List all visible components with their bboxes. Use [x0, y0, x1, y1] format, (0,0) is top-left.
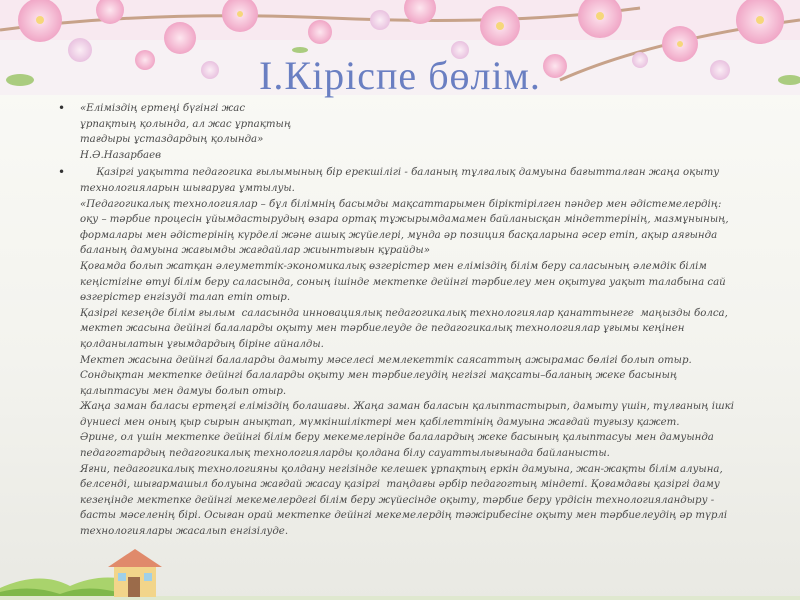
- main-text: Қазіргі уақытта педагогика ғылымының бір ерекшілігі - баланың тұлғалық дамуына бағытталған жаңа оқыту технологияларын шығаруға ұмтылуы. «Педагогикалық технологиялар – бұл білімнің басымды мақсаттарымен біріктірілген пәндер мен әдістемелердің: оқу – тәрбие процесін ұйымдастырудың өзара ортақ тұжырымдамамен байланысқан міндеттерінің, мазмұнының, формалары мен әдістерінің күрделі және ашық жүйелері, мұнда әр позиция басқаларына әсер етіп, ақыр аяғында баланың дамуына жағымды жағдайлар жиынтығын құрайды» Қоғамда болып жатқан әлеуметтік-экономикалық өзгерістер мен еліміздің білім беру саласының әлемдік білім кеңістігіне өтуі білім беру саласында, соның ішінде мектепке дейінгі тәрбиелеу мен оқытуға уақыт талабына сай өзгерістер енгізуді талап етіп отыр. Қазіргі кезеңде білім ғылым саласында инновациялық педагогикалық технологиялар қанаттынеге маңызды болса, мектеп жасына дейінгі балаларды оқыту мен тәрбиелеуде де педагогикалық технологиялар ұғымы кеңінен қолданылатын ұғымдардың біріне айналды. Мектеп жасына дейінгі балаларды дамыту мәселесі мемлекеттік саясаттың ажырамас бөлігі болып отыр. Сондықтан мектепке дейінгі балаларды оқыту мен тәрбиелеудің негізгі мақсаты–баланың жеке басының қалыптасуы мен дамуы болып отыр. Жаңа заман баласы ертеңгі еліміздің болашағы. Жаңа заман баласын қалыптастырып, дамыту үшін, тұлғаның ішкі дүниесі мен оның қыр сырын анықтап, мүмкіншіліктері мен қабілеттінің дамуына жағдай туғызу қажет. Әрине, ол үшін мектепке дейінгі білім беру мекемелерінде балалардың жеке басының қалыптасуы мен дамуында педагогтардың педагогикалық технологияларды қолдана білу сауаттылығынада байланысты. Яғни, педагогикалық технологияны қолдану негізінде келешек ұрпақтың еркін дамуына, жан-жақты білім алуына, белсенді, шығармашыл болуына жағдай жасау қазіргі таңдағы әрбір педагогтың міндеті. Қоғамдағы қазіргі даму кезеңінде мектепке дейінгі мекемелердегі білім беру жүйесінде оқыту, тәрбие беру үрдісін технологияландыру - басты мәселенің бірі. Осыған орай мектепке дейінгі мекемелердің тәжірибесіне оқыту мен тәрбиелеудің әр түрлі технологиялары жасалып енгізілуде.: [80, 167, 734, 538]
- bullet-icon: •: [58, 165, 66, 180]
- slide-body: [58, 101, 748, 540]
- bullet-quote: [58, 101, 748, 163]
- house-icon: [100, 545, 170, 600]
- quote-text: «Еліміздің ертеңі бүгінгі жас ұрпақтың қолында, ал жас ұрпақтың тағдыры ұстаздардың қолында» Н.Ә.Назарбаев: [80, 103, 292, 161]
- bullet-icon: •: [58, 101, 66, 115]
- page-title: І.Кіріспе бөлім.: [259, 53, 541, 98]
- bullet-main: [58, 165, 748, 539]
